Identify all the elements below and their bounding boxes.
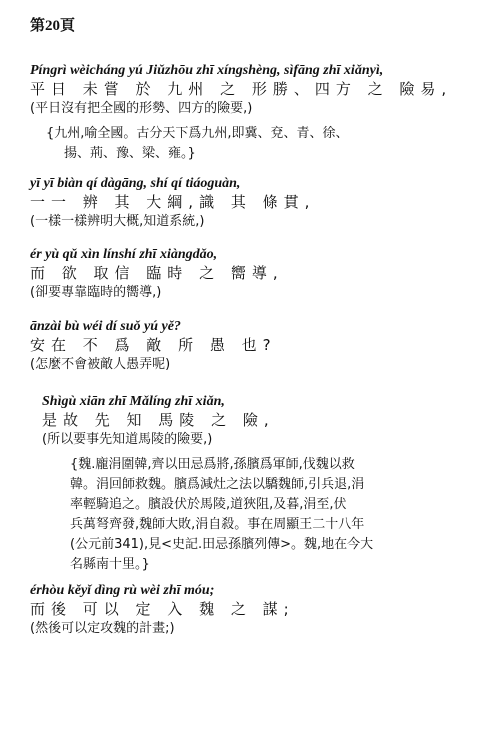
annotation-line: {九州,喻全國。古分天下爲九州,即冀、兗、青、徐、: [46, 126, 349, 141]
translation-line: (平日沒有把全國的形勢、四方的險要,): [30, 101, 253, 116]
pinyin-line: ér yù qǔ xìn línshí zhī xiàngdǎo,: [30, 247, 218, 262]
verse-section-4: [30, 318, 277, 374]
chinese-text-line: 而 欲 取信 臨時 之 嚮導,: [30, 264, 284, 282]
pinyin-line: yī yī biàn qí dàgāng, shí qí tiáoguàn,: [30, 176, 241, 191]
pinyin-line: Shìgù xiān zhī Mǎlíng zhī xiǎn,: [42, 394, 225, 409]
pinyin-line: Píngrì wèicháng yú Jiǔzhōu zhī xíngshèng, sìfāng zhī xiǎnyì,: [30, 63, 384, 78]
chinese-text-line: 是故 先 知 馬陵 之 險,: [42, 411, 275, 429]
annotation-line: 兵萬弩齊發,魏師大敗,涓自殺。事在周顯王二十八年: [70, 517, 365, 532]
chinese-text-line: 平日 未嘗 於 九州 之 形勝、四方 之 險易,: [30, 80, 453, 98]
translation-line: (一樣一樣辨明大概,知道系統,): [30, 214, 205, 229]
pinyin-line: érhòu kěyǐ dìng rù wèi zhī móu;: [30, 583, 215, 598]
translation-line: (卻要專靠臨時的嚮導,): [30, 285, 162, 300]
chinese-text-line: 安在 不 爲 敵 所 愚 也?: [30, 336, 277, 354]
annotation-line: 揚、荊、豫、梁、雍。}: [64, 146, 196, 161]
chinese-text-line: 一一 辨 其 大綱,識 其 條貫,: [30, 193, 316, 211]
verse-section-6: [30, 582, 295, 638]
verse-section-5: [42, 393, 373, 575]
chinese-text-line: 而後 可以 定 入 魏 之 謀;: [30, 600, 295, 618]
page-number-label: 第20頁: [30, 18, 76, 34]
annotation-line: 名縣南十里。}: [70, 557, 150, 572]
verse-section-1: [30, 62, 452, 164]
translation-line: (怎麼不會被敵人愚弄呢): [30, 357, 171, 372]
annotation-line: (公元前341),見<史記.田忌孫臏列傳>。魏,地在今大: [70, 537, 374, 552]
verse-section-3: [30, 246, 284, 302]
translation-line: (所以要事先知道馬陵的險要,): [42, 432, 213, 447]
annotation-line: {魏.龐涓圍韓,齊以田忌爲將,孫臏爲軍師,伐魏以救: [70, 457, 355, 472]
pinyin-line: ānzài bù wéi dí suǒ yú yě?: [30, 319, 181, 334]
annotation-line: 韓。涓回師救魏。臏爲減灶之法以驕魏師,引兵退,涓: [70, 477, 365, 492]
verse-section-2: [30, 175, 315, 231]
annotation-line: 率輕騎追之。臏設伏於馬陵,道狹阻,及暮,涓至,伏: [70, 497, 347, 512]
translation-line: (然後可以定攻魏的計畫;): [30, 621, 175, 636]
